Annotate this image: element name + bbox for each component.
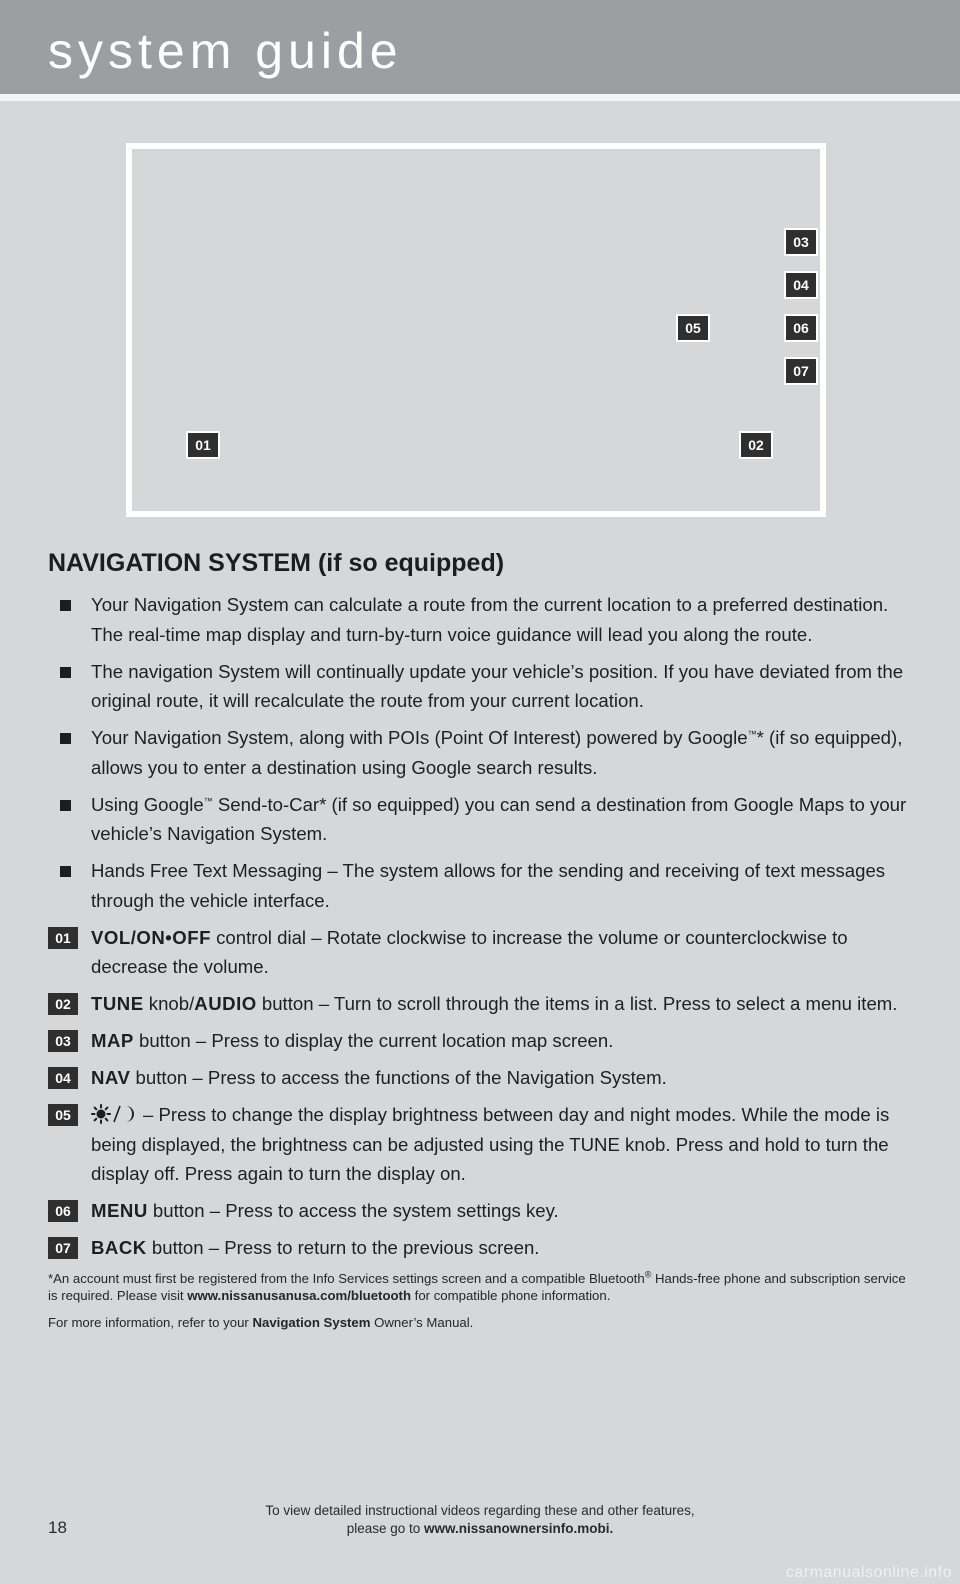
item-number: 07 [48,1237,78,1259]
bullet-text: The navigation System will continually update your vehicle’s position. If you have deviated from the original route, it will recalculate the route from your current location. [91,660,904,711]
bullet-item [48,856,910,915]
control-description: button – Turn to scroll through the items in a list. Press to select a menu item. [256,993,898,1014]
navigation-unit-figure [126,143,826,517]
control-item-01 [48,923,910,982]
control-description: button – Press to access the system settings key. [147,1200,559,1221]
bullet-text: Hands Free Text Messaging – The system allows for the sending and receiving of text messages through the vehicle interface. [91,860,886,911]
sun-icon [91,1104,111,1124]
control-item-03 [48,1026,910,1056]
bullet-square-icon [60,866,71,877]
footnote-text-mid: Hands-free phone and subscription service is required. Please visit [48,1271,906,1303]
more-info-text: For more information, refer to your [48,1315,253,1330]
item-number: 03 [48,1030,78,1052]
more-info-end: Owner’s Manual. [370,1315,474,1330]
footnote-link[interactable]: www.nissanusanusa.com/bluetooth [187,1288,411,1303]
control-name: MENU [91,1200,148,1221]
control-item-05 [48,1100,910,1189]
item-number: 02 [48,993,78,1015]
control-item-04 [48,1063,910,1093]
control-name: MAP [91,1030,134,1051]
bottom-note-pre: please go to [346,1521,425,1536]
bottom-note [0,1502,960,1538]
control-name: BACK [91,1237,147,1258]
callout-04: 04 [784,271,818,299]
page-section-title: system guide [48,23,403,79]
footnote-text: *An account must first be registered from the Info Services settings screen and a compatible Bluetooth [48,1271,645,1286]
control-description: button – Press to access the functions of the Navigation System. [130,1067,667,1088]
more-info [48,1314,910,1331]
footnote [48,1270,910,1304]
section-heading [48,548,910,578]
bullet-item [48,723,910,782]
control-name: TUNE [91,993,144,1014]
bullet-text-cont: * (if so equipped), allows you to enter a destination using Google search results. [91,727,903,778]
item-number: 05 [48,1104,78,1126]
bullet-item [48,590,910,649]
control-description: control dial – Rotate clockwise to increase the volume or counterclockwise to decrease the volume. [91,926,848,977]
bullet-square-icon [60,667,71,678]
watermark: carmanualsonline.info [785,1564,952,1581]
callout-02: 02 [739,431,773,459]
page-number: 18 [48,1518,67,1537]
callout-03: 03 [784,228,818,256]
bullet-item [48,657,910,716]
trademark-symbol: ™ [203,795,213,806]
item-number: 06 [48,1200,78,1222]
callout-01: 01 [186,431,220,459]
day-night-icon [91,1104,137,1124]
control-item-07 [48,1233,910,1263]
bullet-square-icon [60,600,71,611]
bullet-text-cont: Send-to-Car* (if so equipped) you can send a destination from Google Maps to your vehicle’s Navigation System. [91,793,907,844]
content [48,548,910,1331]
manual-reference: Navigation System [252,1315,371,1330]
callout-06: 06 [784,314,818,342]
header-divider [0,94,960,101]
bullet-text: Your Navigation System, along with POIs (Point Of Interest) powered by Google [91,727,748,748]
bottom-note-line2 [0,1520,960,1538]
control-item-06 [48,1196,910,1226]
item-number: 04 [48,1067,78,1089]
section-title: NAVIGATION SYSTEM [48,549,311,577]
registered-symbol: ® [644,1269,652,1280]
callout-07: 07 [784,357,818,385]
footnote-text-end: for compatible phone information. [411,1288,611,1303]
slash-icon [113,1104,121,1124]
callout-05: 05 [676,314,710,342]
control-name-2: AUDIO [194,993,257,1014]
section-title-suffix: (if so equipped) [317,549,505,577]
control-description: – Press to change the display brightness between day and night modes. While the mode is being displayed, the brightness can be adjusted using the TUNE knob. Press and hold to turn the display off. Press again to turn the display on. [91,1104,890,1184]
bullet-item [48,790,910,849]
bullet-text: Using Google [91,793,204,815]
bullet-square-icon [60,733,71,744]
moon-icon [123,1104,137,1124]
control-connector: knob/ [143,993,195,1014]
control-description: button – Press to display the current location map screen. [133,1030,614,1051]
control-name: NAV [91,1067,131,1088]
control-item-02 [48,989,910,1019]
control-description: button – Press to return to the previous screen. [146,1237,540,1258]
bottom-note-link[interactable]: www.nissanownersinfo.mobi. [424,1521,614,1536]
item-number: 01 [48,927,78,949]
bullet-text: Your Navigation System can calculate a route from the current location to a preferred destination. The real-time map display and turn-by-turn voice guidance will lead you along the route. [91,594,889,645]
header-band [0,0,960,94]
trademark-symbol: ™ [747,728,757,739]
bullet-square-icon [60,800,71,811]
control-name: VOL/ON•OFF [91,926,211,948]
bottom-note-line1: To view detailed instructional videos regarding these and other features, [265,1503,695,1518]
